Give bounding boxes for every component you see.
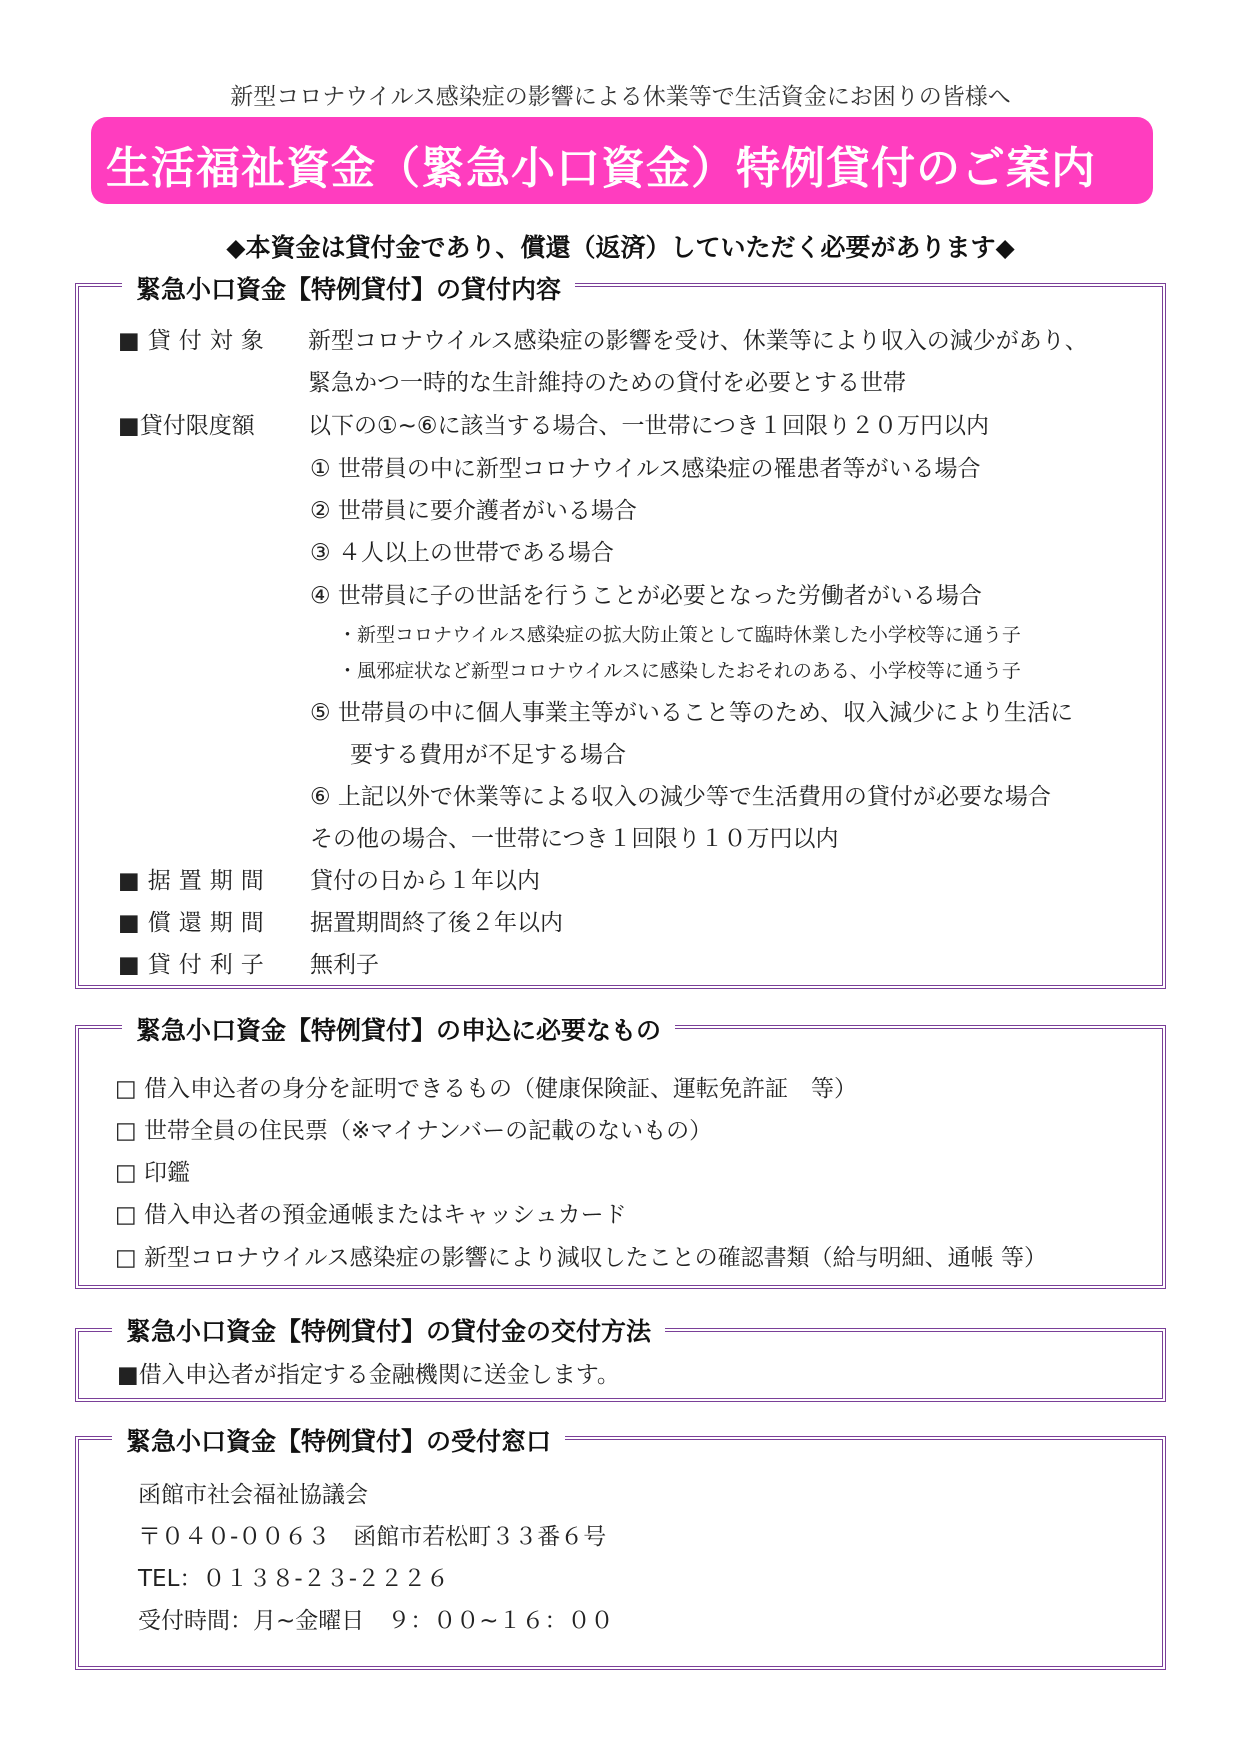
required-item-2: □ 世帯全員の住民票（※マイナンバーの記載のないもの） [115,1118,713,1144]
repayment-notice: ◆本資金は貸付金であり、償還（返済）していただく必要があります◆ [226,233,1015,262]
condition-3: ③ ４人以上の世帯である場合 [310,540,614,566]
subtitle: 新型コロナウイルス感染症の影響による休業等で生活資金にお困りの皆様へ [230,84,1011,110]
reception-title: 緊急小口資金【特例貸付】の受付窓口 [112,1422,565,1458]
reception-hours: 受付時間：月~金曜日 ９：００~１６：００ [138,1608,614,1634]
target-line-1: 新型コロナウイルス感染症の影響を受け、休業等により収入の減少があり、 [308,328,1088,354]
required-item-1: □ 借入申込者の身分を証明できるもの（健康保険証、運転免許証 等） [115,1076,858,1102]
condition-5: ⑤ 世帯員の中に個人事業主等がいること等のため、収入減少により生活に [310,700,1074,726]
repayment-value: 据置期間終了後２年以内 [310,910,563,936]
limit-intro: 以下の①~⑥に該当する場合、一世帯につき１回限り２０万円以内 [308,413,990,439]
limit-label: ■貸付限度額 [118,413,255,439]
condition-6: ⑥ 上記以外で休業等による収入の減少等で生活費用の貸付が必要な場合 [310,784,1051,810]
required-item-4: □ 借入申込者の預金通帳またはキャッシュカード [115,1202,627,1228]
condition-4: ④ 世帯員に子の世話を行うことが必要となった労働者がいる場合 [310,583,982,609]
payment-method-title: 緊急小口資金【特例貸付】の貸付金の交付方法 [112,1312,665,1348]
condition-1: ① 世帯員の中に新型コロナウイルス感染症の罹患者等がいる場合 [310,456,981,482]
required-item-5: □ 新型コロナウイルス感染症の影響により減収したことの確認書類（給与明細、通帳 等） [115,1245,1047,1271]
reception-address: 〒０４０-００６３ 函館市若松町３３番６号 [138,1524,607,1550]
page-title: 生活福祉資金（緊急小口資金）特例貸付のご案内 [106,143,1096,194]
deferment-value: 貸付の日から１年以内 [310,868,540,894]
repayment-label: ■償還期間 [118,910,272,936]
required-item-3: □ 印鑑 [115,1160,191,1186]
condition-4-sub-1: ・新型コロナウイルス感染症の拡大防止策として臨時休業した小学校等に通う子 [338,624,1021,646]
reception-org: 函館市社会福祉協議会 [138,1482,368,1508]
interest-label: ■貸付利子 [118,952,272,978]
target-label: ■貸付対象 [118,328,272,354]
payment-method-text: ■借入申込者が指定する金融機関に送金します。 [117,1362,620,1388]
interest-value: 無利子 [310,952,379,978]
condition-2: ② 世帯員に要介護者がいる場合 [310,498,637,524]
deferment-label: ■据置期間 [118,868,272,894]
reception-tel: TEL：０１３８-２３-２２２６ [138,1566,449,1592]
condition-5-cont: 要する費用が不足する場合 [350,742,626,768]
target-line-2: 緊急かつ一時的な生計維持のための貸付を必要とする世帯 [308,370,906,396]
loan-details-title: 緊急小口資金【特例貸付】の貸付内容 [122,270,575,306]
condition-4-sub-2: ・風邪症状など新型コロナウイルスに感染したおそれのある、小学校等に通う子 [338,660,1021,682]
other-case: その他の場合、一世帯につき１回限り１０万円以内 [310,826,839,852]
required-items-title: 緊急小口資金【特例貸付】の申込に必要なもの [122,1011,675,1047]
